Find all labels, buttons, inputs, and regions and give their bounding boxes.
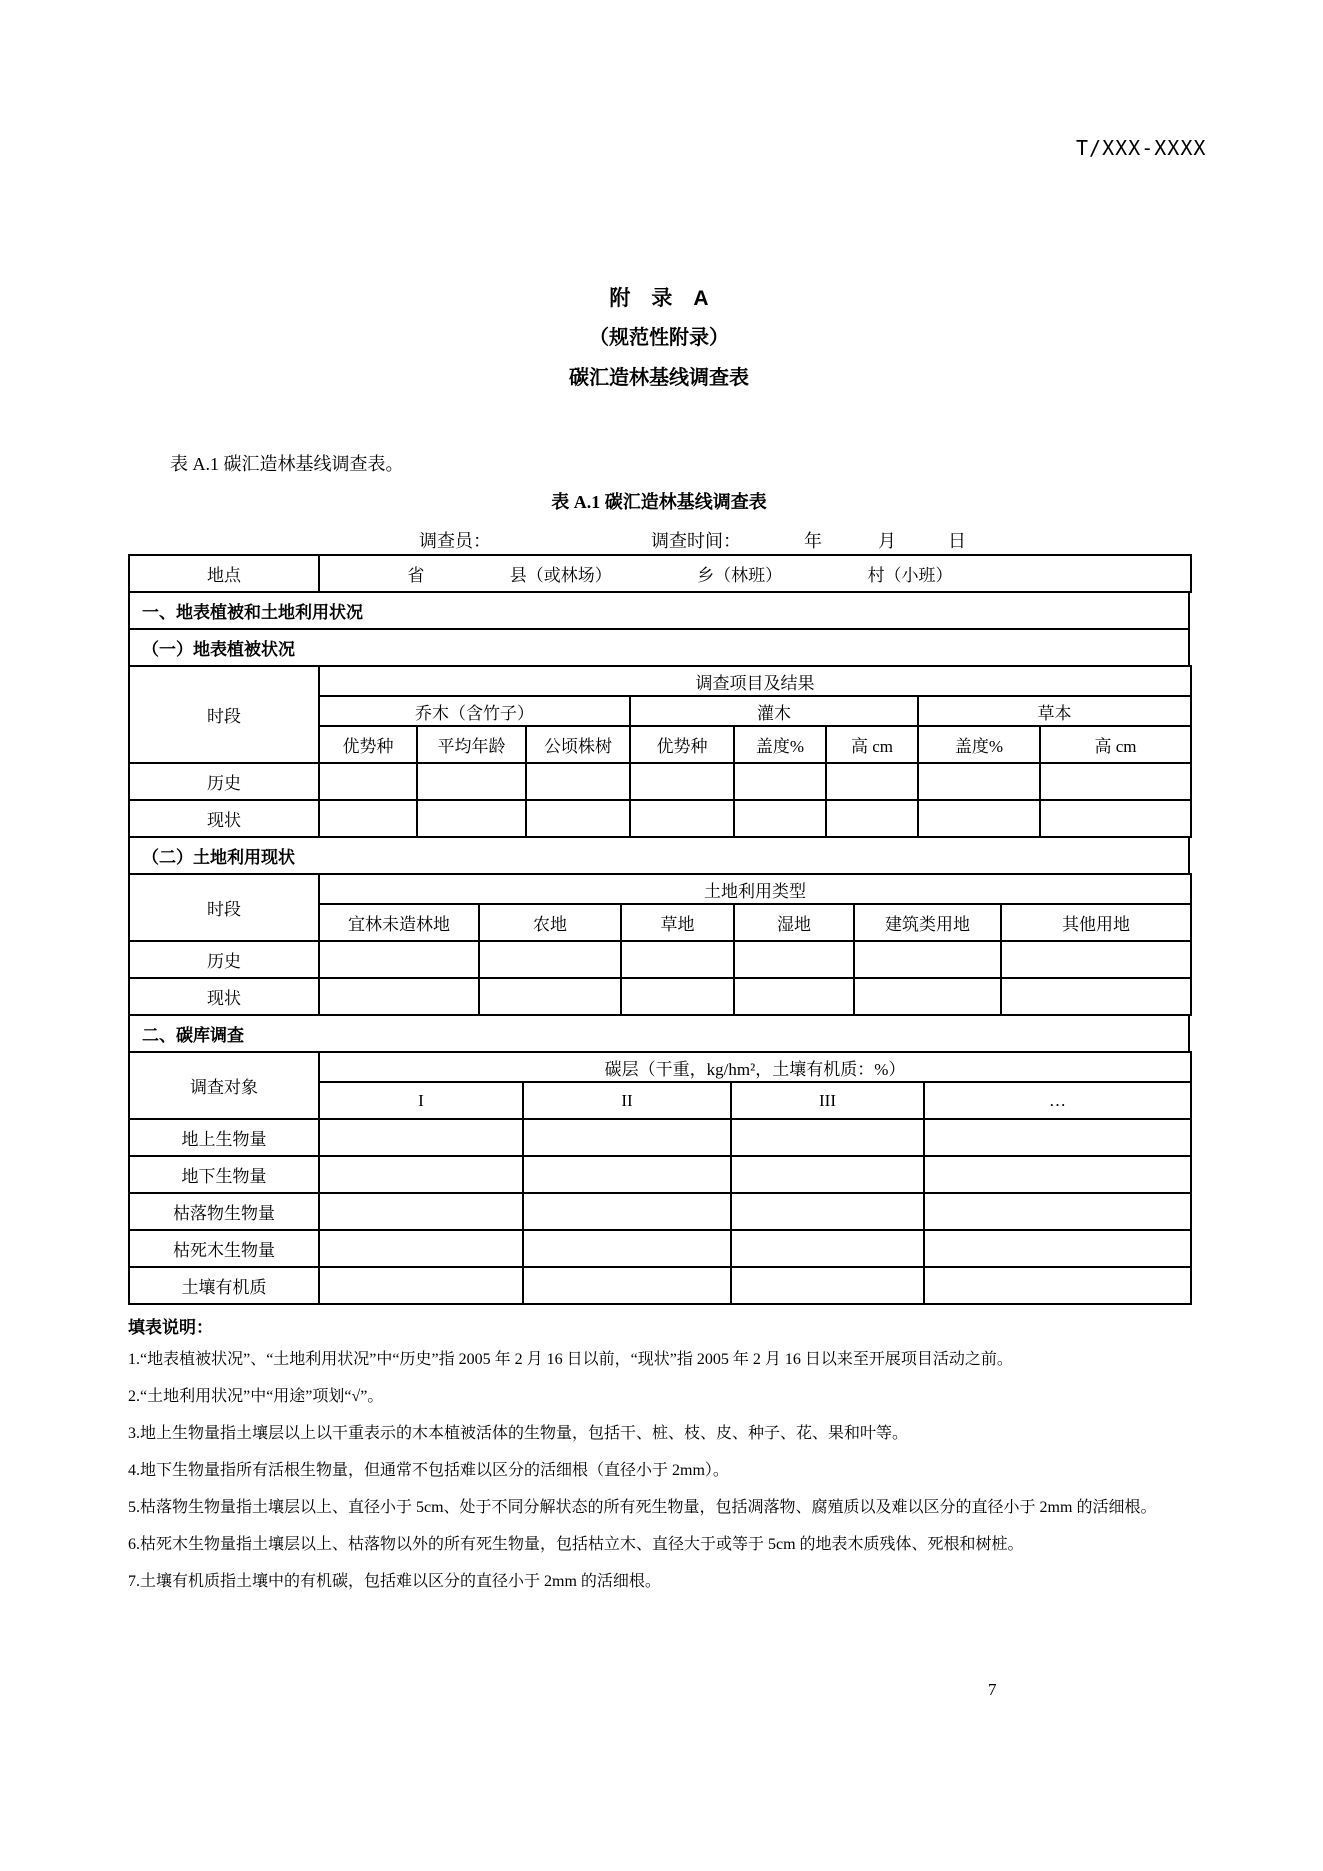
intro-paragraph: 表 A.1 碳汇造林基线调查表。 (170, 454, 404, 474)
county-label: 县（或林场） (509, 566, 612, 585)
note-2: 2.“土地利用状况”中“用途”项划“√”。 (128, 1388, 384, 1405)
veg-col-dominant2: 优势种 (630, 726, 734, 763)
location-options (322, 561, 1188, 586)
carbon-col-more: … (924, 1082, 1191, 1119)
land-col-suitable: 宜林未造林地 (319, 904, 479, 941)
input-cell (924, 1230, 1191, 1267)
veg-row-current: 现状 (129, 800, 319, 837)
surveyor-line (128, 527, 1190, 554)
veg-col-cover1: 盖度% (734, 726, 826, 763)
input-cell (319, 1193, 523, 1230)
fill-instructions (128, 1315, 1190, 1600)
veg-group-arbor: 乔木（含竹子） (319, 696, 630, 726)
section2-table (128, 1014, 1190, 1053)
input-cell (526, 763, 630, 800)
survey-time-label: 调查时间： (651, 531, 741, 551)
input-cell (621, 941, 734, 978)
land-col-farm: 农地 (479, 904, 621, 941)
section1-heading: 一、地表植被和土地利用状况 (129, 592, 1189, 629)
location-table (128, 554, 1192, 593)
input-cell (523, 1193, 731, 1230)
land-col-building: 建筑类用地 (854, 904, 1001, 941)
note-1: 1.“地表植被状况”、“土地利用状况”中“历史”指 2005 年 2 月 16 日以前，“现状”指 2005 年 2 月 16 日以来至开展项目活动之前。 (128, 1351, 1013, 1368)
veg-group-herb: 草本 (918, 696, 1191, 726)
carbon-row-aboveground: 地上生物量 (129, 1119, 319, 1156)
land-col-grass: 草地 (621, 904, 734, 941)
location-value-cell (319, 555, 1191, 592)
input-cell (924, 1119, 1191, 1156)
veg-col-density: 公顷株树 (526, 726, 630, 763)
note-4: 4.地下生物量指所有活根生物量，但通常不包括难以区分的活细根（直径小于 2mm）。 (128, 1462, 729, 1479)
land-use-table (128, 873, 1192, 1016)
carbon-pool-table (128, 1051, 1192, 1305)
input-cell (523, 1156, 731, 1193)
surveyor-label: 调查员： (419, 531, 491, 551)
carbon-row-soil: 土壤有机质 (129, 1267, 319, 1304)
input-cell (526, 800, 630, 837)
input-cell (621, 978, 734, 1015)
input-cell (924, 1156, 1191, 1193)
input-cell (918, 800, 1040, 837)
vegetation-table (128, 665, 1192, 838)
veg-col-height1: 高 cm (826, 726, 918, 763)
input-cell (734, 941, 854, 978)
input-cell (319, 941, 479, 978)
carbon-row-belowground: 地下生物量 (129, 1156, 319, 1193)
input-cell (924, 1193, 1191, 1230)
section1-1-heading: （一）地表植被状况 (129, 629, 1189, 666)
land-col-other: 其他用地 (1001, 904, 1191, 941)
carbon-col-1: I (319, 1082, 523, 1119)
input-cell (319, 763, 417, 800)
province-label: 省 (407, 566, 425, 585)
carbon-row-litter: 枯落物生物量 (129, 1193, 319, 1230)
land-row-current: 现状 (129, 978, 319, 1015)
veg-period-header: 时段 (129, 666, 319, 763)
input-cell (417, 763, 526, 800)
appendix-subtitle: （规范性附录） (589, 327, 729, 349)
table-caption: 表 A.1 碳汇造林基线调查表 (551, 492, 767, 512)
veg-group-shrub: 灌木 (630, 696, 918, 726)
input-cell (731, 1267, 924, 1304)
section1-table (128, 591, 1190, 630)
land-col-wetland: 湿地 (734, 904, 854, 941)
land-period-header: 时段 (129, 874, 319, 941)
input-cell (319, 978, 479, 1015)
section1-2-table (128, 836, 1190, 875)
land-row-history: 历史 (129, 941, 319, 978)
input-cell (479, 941, 621, 978)
carbon-col-2: II (523, 1082, 731, 1119)
veg-col-height2: 高 cm (1040, 726, 1191, 763)
section1-1-table (128, 628, 1190, 667)
veg-survey-header: 调查项目及结果 (319, 666, 1191, 696)
input-cell (734, 800, 826, 837)
note-7: 7.土壤有机质指土壤中的有机碳，包括难以区分的直径小于 2mm 的活细根。 (128, 1573, 661, 1590)
input-cell (854, 941, 1001, 978)
veg-col-dominant1: 优势种 (319, 726, 417, 763)
carbon-col-3: III (731, 1082, 924, 1119)
veg-row-history: 历史 (129, 763, 319, 800)
input-cell (924, 1267, 1191, 1304)
carbon-layer-header: 碳层（干重，kg/hm²，土壤有机质：%） (319, 1052, 1191, 1082)
fill-instructions-title: 填表说明： (128, 1318, 213, 1337)
input-cell (417, 800, 526, 837)
section2-heading: 二、碳库调查 (129, 1015, 1189, 1052)
section1-2-heading: （二）土地利用现状 (129, 837, 1189, 874)
input-cell (826, 800, 918, 837)
year-label: 年 (804, 531, 822, 551)
carbon-target-header: 调查对象 (129, 1052, 319, 1119)
input-cell (918, 763, 1040, 800)
veg-col-age: 平均年龄 (417, 726, 526, 763)
carbon-row-deadwood: 枯死木生物量 (129, 1230, 319, 1267)
input-cell (1001, 978, 1191, 1015)
input-cell (731, 1230, 924, 1267)
input-cell (734, 763, 826, 800)
input-cell (319, 1119, 523, 1156)
township-label: 乡（林班） (697, 566, 783, 585)
input-cell (319, 800, 417, 837)
input-cell (523, 1119, 731, 1156)
input-cell (479, 978, 621, 1015)
standard-code: T/XXX-XXXX (1076, 136, 1207, 160)
input-cell (319, 1156, 523, 1193)
location-label-cell: 地点 (129, 555, 319, 592)
input-cell (731, 1119, 924, 1156)
input-cell (731, 1156, 924, 1193)
page-number: 7 (988, 1680, 997, 1699)
input-cell (319, 1267, 523, 1304)
month-label: 月 (878, 531, 896, 551)
input-cell (630, 800, 734, 837)
appendix-table-title: 碳汇造林基线调查表 (569, 367, 749, 389)
input-cell (523, 1267, 731, 1304)
veg-col-cover2: 盖度% (918, 726, 1040, 763)
input-cell (826, 763, 918, 800)
input-cell (1001, 941, 1191, 978)
note-6: 6.枯死木生物量指土壤层以上、枯落物以外的所有死生物量，包括枯立木、直径大于或等于 5cm 的地表木质残体、死根和树桩。 (128, 1536, 1024, 1553)
day-label: 日 (948, 531, 966, 551)
page-content (128, 0, 1190, 1600)
input-cell (1040, 763, 1191, 800)
input-cell (523, 1230, 731, 1267)
input-cell (319, 1230, 523, 1267)
note-3: 3.地上生物量指土壤层以上以干重表示的木本植被活体的生物量，包括干、桩、枝、皮、种子、花、果和叶等。 (128, 1425, 909, 1442)
input-cell (731, 1193, 924, 1230)
input-cell (1040, 800, 1191, 837)
appendix-title: 附 录 A (609, 287, 709, 310)
input-cell (630, 763, 734, 800)
village-label: 村（小班） (867, 566, 953, 585)
note-5: 5.枯落物生物量指土壤层以上、直径小于 5cm、处于不同分解状态的所有死生物量，包括凋落物、腐殖质以及难以区分的直径小于 2mm 的活细根。 (128, 1499, 1157, 1516)
input-cell (854, 978, 1001, 1015)
input-cell (734, 978, 854, 1015)
land-type-header: 土地利用类型 (319, 874, 1191, 904)
